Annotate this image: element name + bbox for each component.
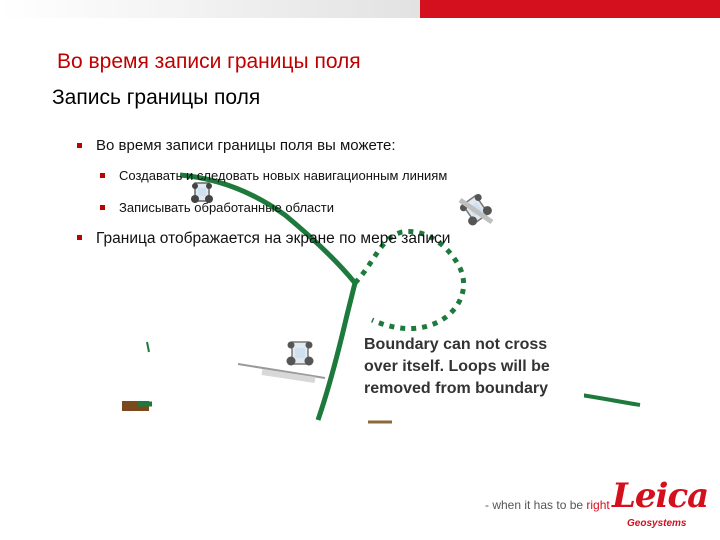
left-boundary-line xyxy=(147,342,149,352)
bullet-text: Записывать обработанные области xyxy=(119,200,335,215)
bullet-1 xyxy=(77,137,396,154)
logo-subtitle: Geosystems xyxy=(627,518,687,529)
implement-line-shadow xyxy=(262,372,315,380)
tagline-highlight: right xyxy=(586,498,610,512)
tractor-icon-3 xyxy=(287,342,314,366)
slide-subtitle: Запись границы поля xyxy=(52,86,261,109)
bullet-text: Граница отображается на экране по мере записи xyxy=(96,230,451,247)
callout-line-2: over itself. Loops will be xyxy=(364,358,550,375)
callout-line-1: Boundary can not cross xyxy=(364,336,548,353)
bullet-2 xyxy=(100,168,447,183)
bullet-marker xyxy=(100,173,105,178)
tagline-prefix: - when it has to be xyxy=(485,498,587,512)
bullet-text: Создавать и следовать новых навигационным линиям xyxy=(119,168,448,183)
bullet-marker xyxy=(77,235,82,240)
bullet-text: Во время записи границы поля вы можете: xyxy=(96,137,396,154)
callout-box xyxy=(364,334,584,410)
logo-wordmark: Leica xyxy=(612,476,709,516)
bullet-4 xyxy=(77,230,450,248)
slide-title: Во время записи границы поля xyxy=(57,50,361,73)
bullet-marker xyxy=(77,143,82,148)
tagline xyxy=(485,498,610,512)
callout-line-3: removed from boundary xyxy=(364,380,549,397)
leica-logo xyxy=(612,476,709,536)
bullet-3 xyxy=(100,200,334,215)
bullet-marker xyxy=(100,205,105,210)
